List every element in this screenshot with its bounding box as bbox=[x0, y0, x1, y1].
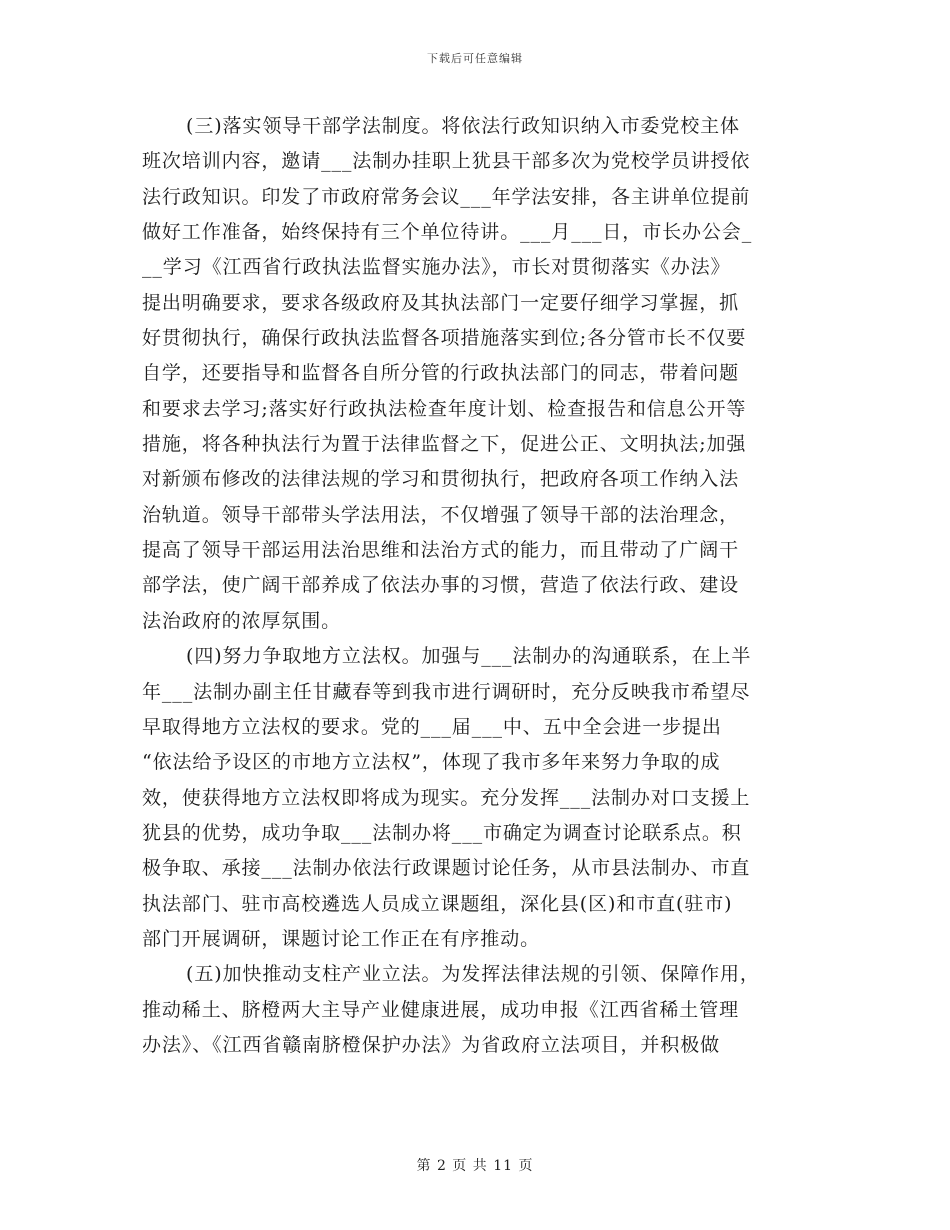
text-line: “依法给予设区的市地方立法权”，体现了我市多年来努力争取的成 bbox=[142, 751, 721, 774]
document-body bbox=[142, 109, 804, 1063]
text-line: (四)努力争取地方立法权。加强与___法制办的沟通联系，在上半 bbox=[186, 645, 752, 668]
text-line: 推动稀土、脐橙两大主导产业健康进展，成功申报《江西省稀土管理 bbox=[142, 998, 740, 1021]
page-header-note: 下载后可任意编辑 bbox=[427, 52, 523, 65]
text-line: 和要求去学习;落实好行政执法检查年度计划、检查报告和信息公开等 bbox=[142, 397, 747, 420]
text-line: 早取得地方立法权的要求。党的___届___中、五中全会进一步提出 bbox=[142, 715, 722, 738]
text-line: 好贯彻执行，确保行政执法监督各项措施落实到位;各分管市长不仅要 bbox=[142, 327, 747, 350]
text-line: 效，使获得地方立法权即将成为现实。充分发挥___法制办对口支援上 bbox=[142, 786, 751, 809]
text-line: 极争取、承接___法制办依法行政课题讨论任务，从市县法制办、市直 bbox=[142, 857, 751, 880]
text-line: 提高了领导干部运用法治思维和法治方式的能力，而且带动了广阔干 bbox=[142, 539, 740, 562]
text-line: __学习《江西省行政执法监督实施办法》，市长对贯彻落实《办法》 bbox=[142, 256, 731, 279]
text-line: 班次培训内容，邀请___法制办挂职上犹县干部多次为党校学员讲授依 bbox=[142, 150, 751, 173]
text-line: 自学，还要指导和监督各自所分管的行政执法部门的同志，带着问题 bbox=[142, 362, 740, 385]
text-line: 法行政知识。印发了市政府常务会议___年学法安排，各主讲单位提前 bbox=[142, 185, 751, 208]
text-line: 年___法制办副主任甘藏春等到我市进行调研时，充分反映我市希望尽 bbox=[142, 680, 751, 703]
text-line: 执法部门、驻市高校遴选人员成立课题组，深化县(区)和市直(驻市) bbox=[142, 892, 733, 915]
text-line: 提出明确要求，要求各级政府及其执法部门一定要仔细学习掌握，抓 bbox=[142, 291, 740, 314]
text-line: 措施，将各种执法行为置于法律监督之下，促进公正、文明执法;加强 bbox=[142, 433, 747, 456]
text-line: (五)加快推动支柱产业立法。为发挥法律法规的引领、保障作用， bbox=[186, 963, 760, 986]
text-line: 部学法，使广阔干部养成了依法办事的习惯，营造了依法行政、建设 bbox=[142, 574, 740, 597]
text-line: (三)落实领导干部学法制度。将依法行政知识纳入市委党校主体 bbox=[186, 115, 740, 137]
text-line: 对新颁布修改的法律法规的学习和贯彻执行，把政府各项工作纳入法 bbox=[142, 468, 740, 491]
text-line: 治轨道。领导干部带头学法用法，不仅增强了领导干部的法治理念， bbox=[142, 503, 740, 526]
text-line: 部门开展调研，课题讨论工作正在有序推动。 bbox=[142, 927, 541, 950]
text-line: 办法》、《江西省赣南脐橙保护办法》为省政府立法项目，并积极做 bbox=[142, 1033, 721, 1056]
text-line: 做好工作准备，始终保持有三个单位待讲。___月___日，市长办公会_ bbox=[142, 221, 753, 244]
page-number: 第 2 页 共 11 页 bbox=[416, 1158, 534, 1174]
text-line: 法治政府的浓厚氛围。 bbox=[142, 609, 342, 632]
text-line: 犹县的优势，成功争取___法制办将___市确定为调查讨论联系点。积 bbox=[142, 821, 742, 844]
